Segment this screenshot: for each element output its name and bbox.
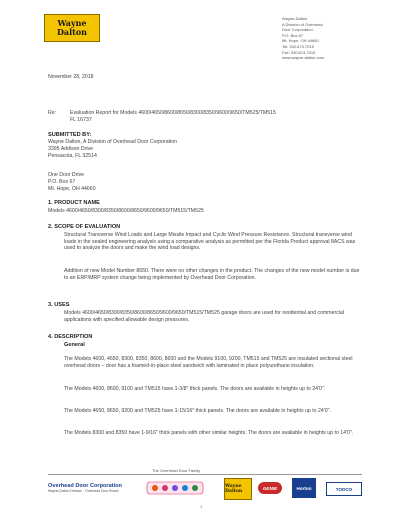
- address-line: Fax: 330.674.7015: [282, 49, 316, 55]
- section-2-heading: 2. SCOPE OF EVALUATION: [48, 224, 121, 230]
- family-brands-graphic: [146, 480, 204, 496]
- address-line: A Division of Overhead: [282, 21, 323, 27]
- family-tagline: The Overhead Door Family: [152, 468, 201, 473]
- address-line: Mt. Hope, OH 44660: [282, 38, 319, 44]
- company-name: Overhead Door Corporation: [48, 483, 122, 489]
- address-line: P.O. Box 67: [282, 32, 304, 38]
- address-line: www.wayne-dalton.com: [282, 55, 325, 61]
- section-2-paragraph-2: Addition of new Model Number 8650. There were no other changes in the product. The changes of the new model number is due to an ERP/MRP system change being implemented by Overhead Door Corporation.: [64, 268, 360, 281]
- section-3-heading: 3. USES: [48, 302, 70, 308]
- section-4-heading: 4. DESCRIPTION: [48, 334, 93, 340]
- second-address-line: P.O. Box 67: [48, 179, 76, 185]
- address-line: Tel: 330.674.7015: [282, 43, 314, 49]
- re-line-1: Evaluation Report for Models 4600/4650/8600/8650/8300/8350/9600/9650/TM525/TM515: [70, 110, 276, 116]
- submitted-by-line: Pensacola, FL 32514: [48, 153, 97, 159]
- logo-line-2: Dalton: [56, 27, 87, 37]
- submitted-by-line: 3395 Addison Drive: [48, 146, 93, 152]
- logo-line-1: Wayne: [57, 18, 87, 28]
- section-4-paragraph-4: The Models 8300 and 8350 have 1-9/16" thick panels with other similar heights. The doors are available in heights up to 14'0".: [64, 430, 354, 436]
- section-4-subheading: General: [64, 342, 85, 348]
- section-4-paragraph-2: The Models 4600, 8600, 9100 and TM515 have 1-3/8" thick panels. The doors are available in heights up to 24'0".: [64, 386, 326, 392]
- section-2-paragraph-1: Structural Transverse Wind Loads and Large Missile Impact and Cyclic Wind Pressure Resistance. Structural transverse wind loads in the sealed engineering analysis using a comparative analysis as permitted per the Florida Product approval 8ACS was used to analyze the doors and make the wind load designs.: [64, 232, 356, 252]
- footer-divider: [48, 474, 362, 475]
- brand-wayne-dalton: Wayne Dalton: [224, 478, 252, 500]
- company-subline: Wayne-Dalton Division · Overhead Door Brand: [48, 489, 119, 493]
- re-label: Re:: [48, 110, 57, 116]
- section-4-paragraph-3: The Models 4650, 8650, 9200 and TM525 have 1-15/16" thick panels. The doors are available in heights up to 24'0".: [64, 408, 331, 414]
- address-line: Door Corporation: [282, 27, 313, 33]
- submitted-by-line: Wayne Dalton, A Division of Overhead Door Corporation: [48, 139, 177, 145]
- letter-date: November 28, 2018: [48, 74, 94, 80]
- brand-todco: TODCO: [326, 482, 362, 496]
- second-address-line: One Door Drive: [48, 172, 85, 178]
- re-line-2: FL 16737: [70, 117, 92, 123]
- address-line: Wayne-Dalton: [282, 16, 308, 21]
- section-1-heading: 1. PRODUCT NAME: [48, 200, 100, 206]
- section-4-paragraph-1: The Models 4600, 4650, 8300, 8350, 8600, 8650 and the Models 9100, 9200, TM515 and TM525 are insulated sectional steel overhead doors – door has a foamed-in-place steel sandwich with laminated in place polyurethane insulation.: [64, 356, 353, 369]
- wayne-dalton-logo: [44, 14, 100, 42]
- overhead-door-logo: [48, 478, 140, 498]
- submitted-by-heading: SUBMITTED BY:: [48, 132, 92, 138]
- family-graphic: [146, 478, 204, 498]
- brand-horton: Horton: [292, 478, 316, 498]
- second-address-line: Mt. Hope, OH 44660: [48, 186, 96, 192]
- section-3-paragraph: Models 4600/4650/8300/8350/8600/8650/9600/9650/TM515/TM525 garage doors are used for residential and commercial applications with specified allowable design pressures.: [64, 310, 345, 323]
- letterhead-address: [282, 16, 382, 61]
- page-number: 1: [200, 504, 203, 509]
- section-1-text: Models 4600/4650/8300/8350/8600/8650/9600/9650/TM515/TM525: [48, 208, 204, 214]
- brand-genie: GENIE: [258, 482, 282, 494]
